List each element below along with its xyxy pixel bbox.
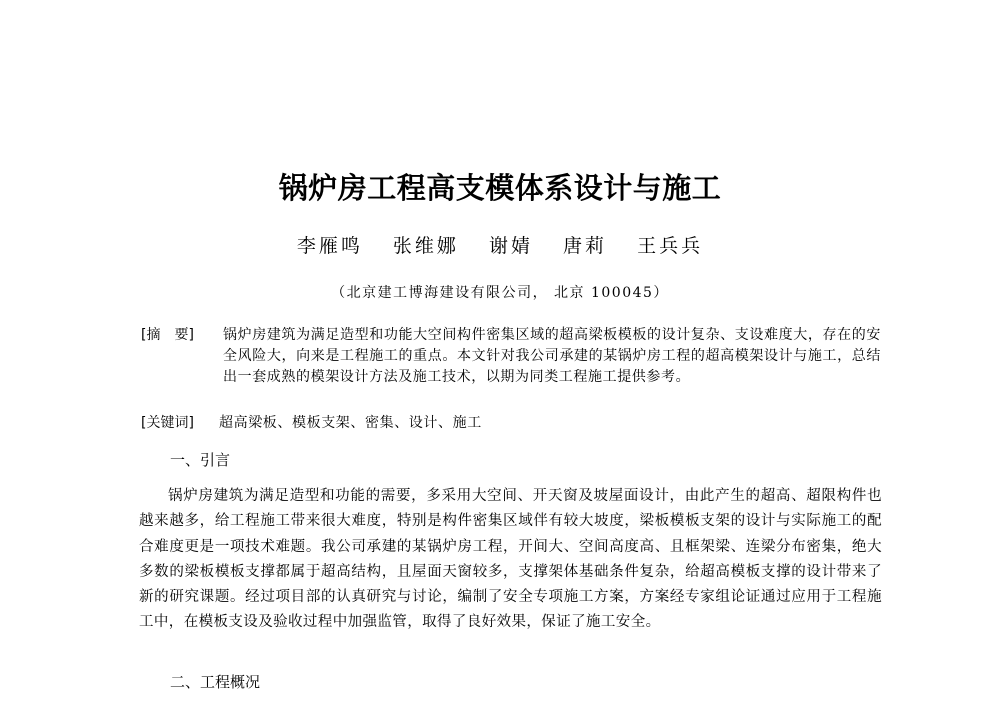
author-name: 张维娜 [392,235,459,257]
affiliation: （北京建工博海建设有限公司， 北京 100045） [331,285,669,301]
author-list [0,233,1000,259]
author-name: 唐莉 [563,235,608,257]
author-name: 李雁鸣 [296,235,363,257]
section-heading-introduction: 一、引言 [170,451,231,469]
author-name: 谢婧 [488,235,533,257]
abstract-block [141,325,881,388]
section-heading-project-overview: 二、工程概况 [170,673,261,691]
introduction-paragraph: 锅炉房建筑为满足造型和功能的需要，多采用大空间、开天窗及坡屋面设计，由此产生的超高、超限构件也越来越多，给工程施工带来很大难度，特别是构件密集区域伴有较大坡度，梁板模板支架的设计与实际施工的配合难度更是一项技术难题。我公司承建的某锅炉房工程，开间大、空间高度高、且框架梁、连梁分布密集，绝大多数的梁板模板支撑都属于超高结构，且屋面天窗较多，支撑架体基础条件复杂，给超高模板支撑的设计带来了新的研究课题。经过项目部的认真研究与讨论，编制了安全专项施工方案，方案经专家组论证通过应用于工程施工中，在模板支设及验收过程中加强监管，取得了良好效果，保证了施工安全。 [139,488,882,631]
keywords-block [141,413,881,434]
abstract-text: 锅炉房建筑为满足造型和功能大空间构件密集区域的超高梁板模板的设计复杂、支设难度大，存在的安全风险大，向来是工程施工的重点。本文针对我公司承建的某锅炉房工程的超高模架设计与施工，总结出一套成熟的模架设计方法及施工技术，以期为同类工程施工提供参考。 [223,327,881,385]
abstract-label: [摘 要] [141,327,194,343]
keywords-label: [关键词] [141,415,194,431]
paper-title: 锅炉房工程高支模体系设计与施工 [278,171,722,205]
keywords-text: 超高梁板、模板支架、密集、设计、施工 [219,415,482,431]
author-name: 王兵兵 [637,235,704,257]
